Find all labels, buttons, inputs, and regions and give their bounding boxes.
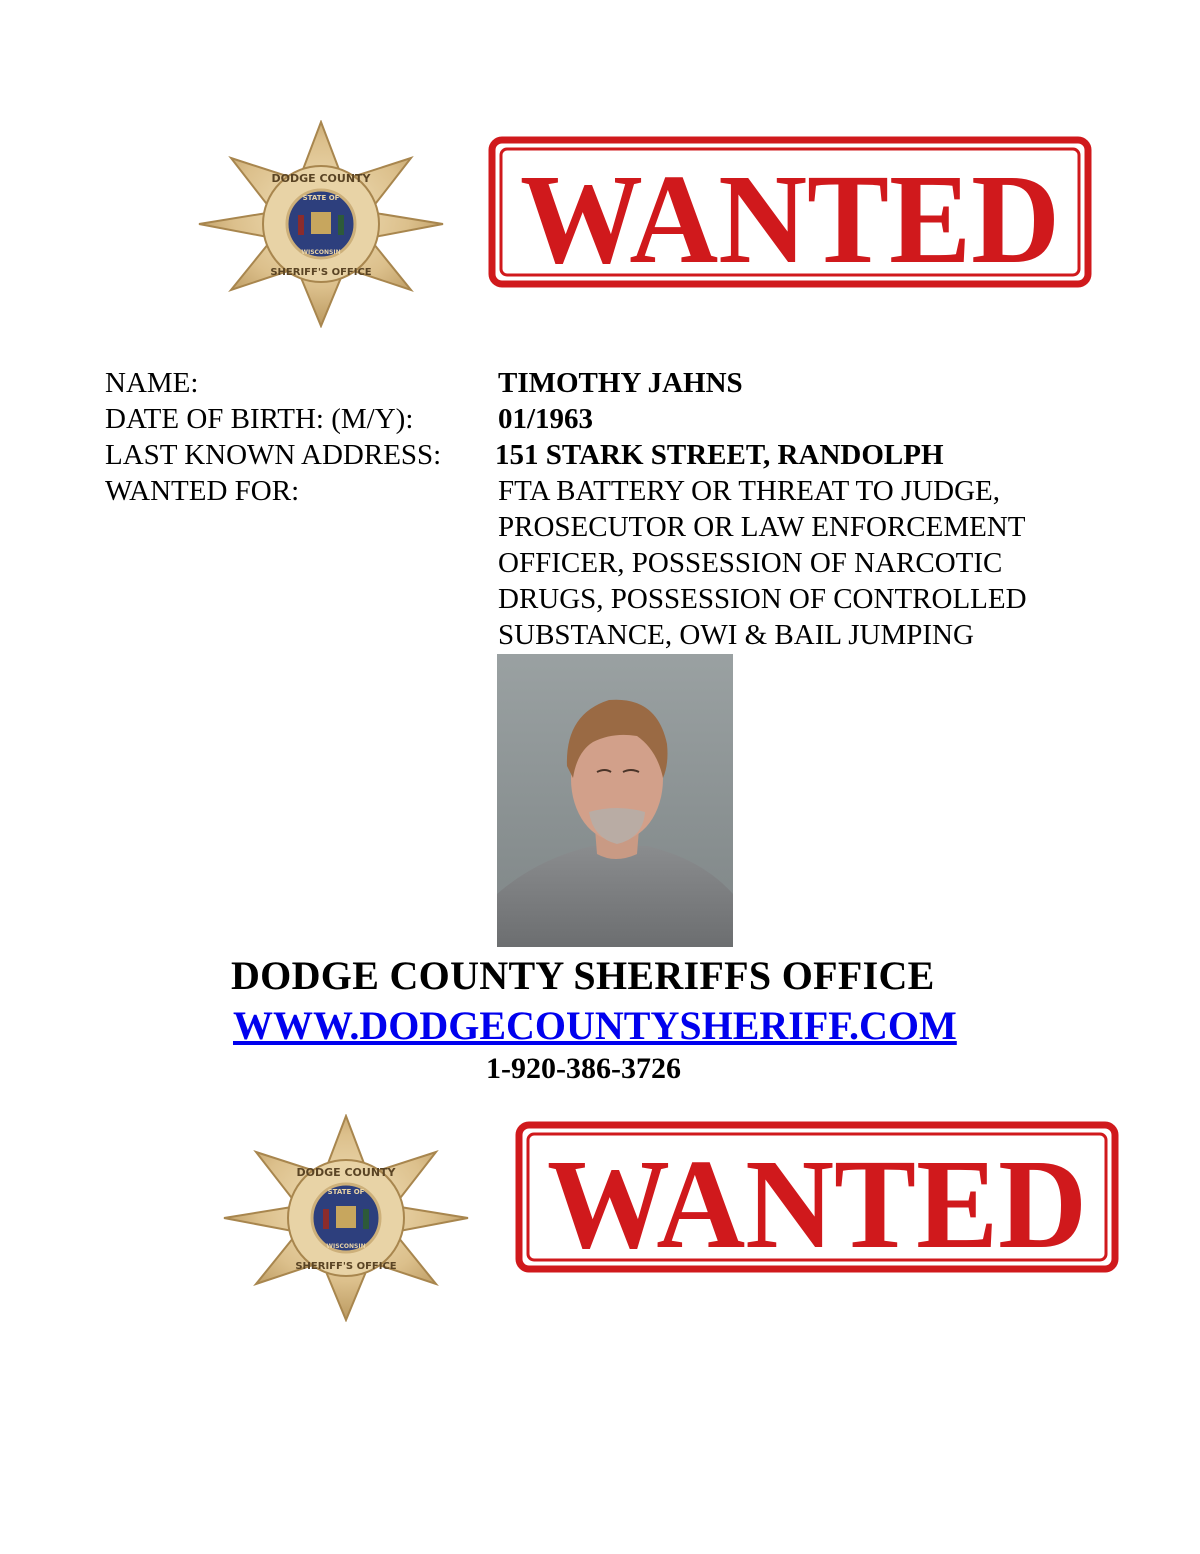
charge-line: FTA BATTERY OR THREAT TO JUDGE,: [498, 475, 1001, 507]
name-value: TIMOTHY JAHNS: [498, 367, 743, 399]
office-name: DODGE COUNTY SHERIFFS OFFICE: [231, 953, 935, 998]
address-row: [105, 437, 1105, 473]
badge-text-top: DODGE COUNTY: [296, 1166, 396, 1179]
wanted-stamp-text: WANTED: [547, 1133, 1087, 1273]
phone-number: 1-920-386-3726: [486, 1052, 681, 1085]
badge-text-inner-bottom: WISCONSIN: [326, 1243, 366, 1250]
suspect-info: [105, 365, 1105, 651]
badge-text-inner-bottom: WISCONSIN: [301, 249, 341, 256]
sheriff-badge-logo-top: [197, 120, 445, 328]
dob-row: [105, 401, 1105, 437]
suspect-photo: [497, 654, 733, 947]
wanted-stamp-top: [488, 136, 1092, 288]
sheriff-badge-logo-bottom: [222, 1114, 470, 1322]
badge-text-bottom: SHERIFF'S OFFICE: [270, 267, 372, 278]
address-label: LAST KNOWN ADDRESS:: [105, 439, 442, 471]
wanted-stamp-text: WANTED: [520, 148, 1060, 288]
dob-value: 01/1963: [498, 403, 594, 435]
badge-text-top: DODGE COUNTY: [271, 172, 371, 185]
name-label: NAME:: [105, 367, 199, 399]
badge-text-bottom: SHERIFF'S OFFICE: [295, 1261, 397, 1272]
charge-line: SUBSTANCE, OWI & BAIL JUMPING: [498, 619, 974, 651]
wanted-charges: [498, 473, 1027, 653]
dob-label: DATE OF BIRTH: (M/Y):: [105, 403, 414, 435]
badge-text-inner-top: STATE OF: [327, 1188, 365, 1196]
badge-text-inner-top: STATE OF: [302, 194, 340, 202]
address-value: 151 STARK STREET, RANDOLPH: [495, 439, 944, 471]
charge-line: PROSECUTOR OR LAW ENFORCEMENT: [498, 511, 1026, 543]
wanted-label: WANTED FOR:: [105, 475, 300, 507]
charge-line: OFFICER, POSSESSION OF NARCOTIC: [498, 547, 1003, 579]
wanted-stamp-bottom: [515, 1121, 1119, 1273]
name-row: [105, 365, 1105, 401]
charge-line: DRUGS, POSSESSION OF CONTROLLED: [498, 583, 1027, 615]
website-link[interactable]: WWW.DODGECOUNTYSHERIFF.COM: [233, 1003, 957, 1048]
